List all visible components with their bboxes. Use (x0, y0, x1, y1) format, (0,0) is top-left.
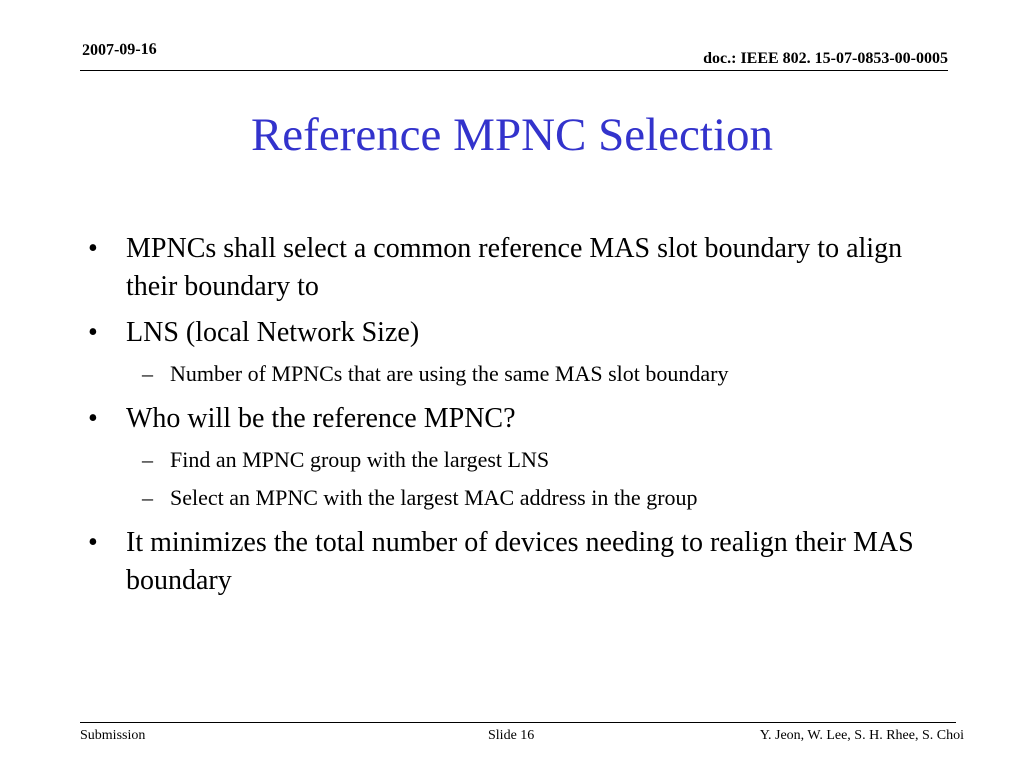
bullet-dot: • (88, 317, 98, 348)
header-doc-id: doc.: IEEE 802. 15-07-0853-00-0005 (703, 50, 948, 67)
bullet-4 (88, 524, 958, 600)
bullet-dot: • (88, 527, 98, 558)
bullet-3-sub-2-text: Select an MPNC with the largest MAC address in the group (170, 485, 698, 510)
bullet-3-sub-1 (88, 446, 958, 474)
bullet-2 (88, 314, 958, 352)
bullet-3-sub-1-text: Find an MPNC group with the largest LNS (170, 447, 550, 472)
bullet-2-text: LNS (local Network Size) (126, 317, 420, 348)
sub-bullet-dash: – (142, 361, 153, 386)
bullet-1-text: MPNCs shall select a common reference MAS slot boundary to align their boundary to (126, 233, 903, 302)
footer-slide-number: Slide 16 (488, 728, 535, 743)
footer-submission: Submission (80, 728, 146, 743)
bullet-2-sub-1-text: Number of MPNCs that are using the same MAS slot boundary (170, 361, 729, 386)
footer-authors: Y. Jeon, W. Lee, S. H. Rhee, S. Choi (759, 728, 964, 743)
bullet-3-sub-2 (88, 484, 958, 512)
bullet-1 (88, 230, 958, 306)
bullet-3-text: Who will be the reference MPNC? (126, 403, 516, 434)
bullet-4-text: It minimizes the total number of devices needing to realign their MAS boundary (126, 527, 914, 596)
bullet-2-sub-1 (88, 360, 958, 388)
sub-bullet-dash: – (142, 485, 153, 510)
sub-bullet-dash: – (142, 447, 153, 472)
footer-divider (80, 722, 956, 723)
bullet-dot: • (88, 403, 98, 434)
header-date: 2007-09-16 (81, 40, 157, 59)
slide-title: Reference MPNC Selection (250, 109, 774, 161)
bullet-3 (88, 400, 958, 438)
bullet-dot: • (88, 233, 98, 264)
header-divider (80, 70, 948, 71)
slide-body (88, 230, 958, 608)
